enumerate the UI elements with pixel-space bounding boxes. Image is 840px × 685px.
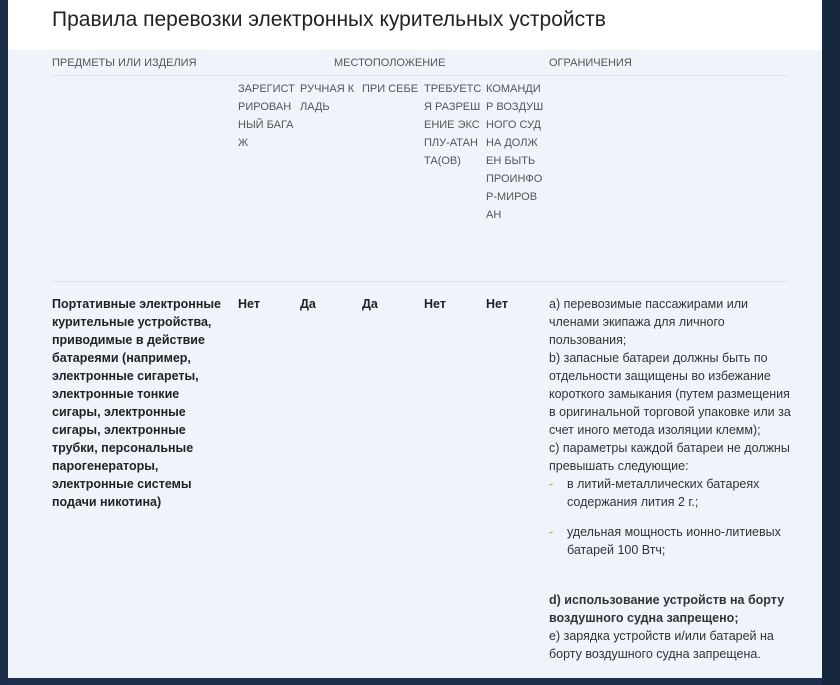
page-header [8,0,822,50]
window-frame-left [0,0,8,685]
restrictions-cell [549,295,793,663]
value-on-person: Да [362,297,378,311]
subheader-on-person: ПРИ СЕБЕ [362,83,419,95]
subheader-checked-baggage: ЗАРЕГИСТРИРОВАННЫЙ БАГАЖ [238,83,295,149]
subheader-operator-approval: ТРЕБУЕТСЯ РАЗРЕШЕНИЕ ЭКСПЛУ-АТАНТА(ОВ) [424,83,482,167]
restriction-b: b) запасные батареи должны быть по отдельности защищены во избежание короткого замыкания (путем размещения в оригинальной торговой упаковке или за счет иного метода изоляции клемм); [549,351,791,437]
value-pilot-informed: Нет [486,297,508,311]
row-divider [52,281,788,282]
header-items: ПРЕДМЕТЫ ИЛИ ИЗДЕЛИЯ [52,57,197,69]
header-location: МЕСТОПОЛОЖЕНИЕ [334,57,446,69]
restriction-c-item: - удельная мощность ионно-литиевых батарей 100 Втч; [549,523,793,559]
restriction-d: d) использование устройств на борту воздушного судна запрещено; [549,593,785,625]
restriction-c: c) параметры каждой батареи не должны превышать следующие: [549,441,790,473]
subheader-carry-on: РУЧНАЯ КЛАДЬ [300,83,355,113]
window-frame-bottom [8,678,822,685]
restriction-c-item: - в литий-металлических батареях содержания лития 2 г.; [549,475,793,511]
page-title: Правила перевозки электронных курительных устройств [52,8,606,31]
content-page [8,0,822,678]
restriction-e: е) зарядка устройств и/или батарей на борту воздушного судна запрещена. [549,629,774,661]
header-divider [52,75,788,76]
restriction-a: a) перевозимые пассажирами или членами экипажа для личного пользования; [549,297,748,347]
restriction-c-list [549,475,793,559]
header-restrictions: ОГРАНИЧЕНИЯ [549,57,632,69]
value-carry-on: Да [300,297,316,311]
window-frame-right [822,0,840,685]
subheader-pilot-informed: КОМАНДИР ВОЗДУШНОГО СУДНА ДОЛЖЕН БЫТЬ ПРОИНФОР-МИРОВАН [486,83,544,221]
value-operator-approval: Нет [424,297,446,311]
item-name: Портативные электронные курительные устройства, приводимые в действие батареями (например, электронные сигареты, электронные тонкие сигары, электронные сигары, электронные трубки, персональные парогенераторы, электронные системы подачи никотина) [52,297,222,509]
value-checked-baggage: Нет [238,297,260,311]
